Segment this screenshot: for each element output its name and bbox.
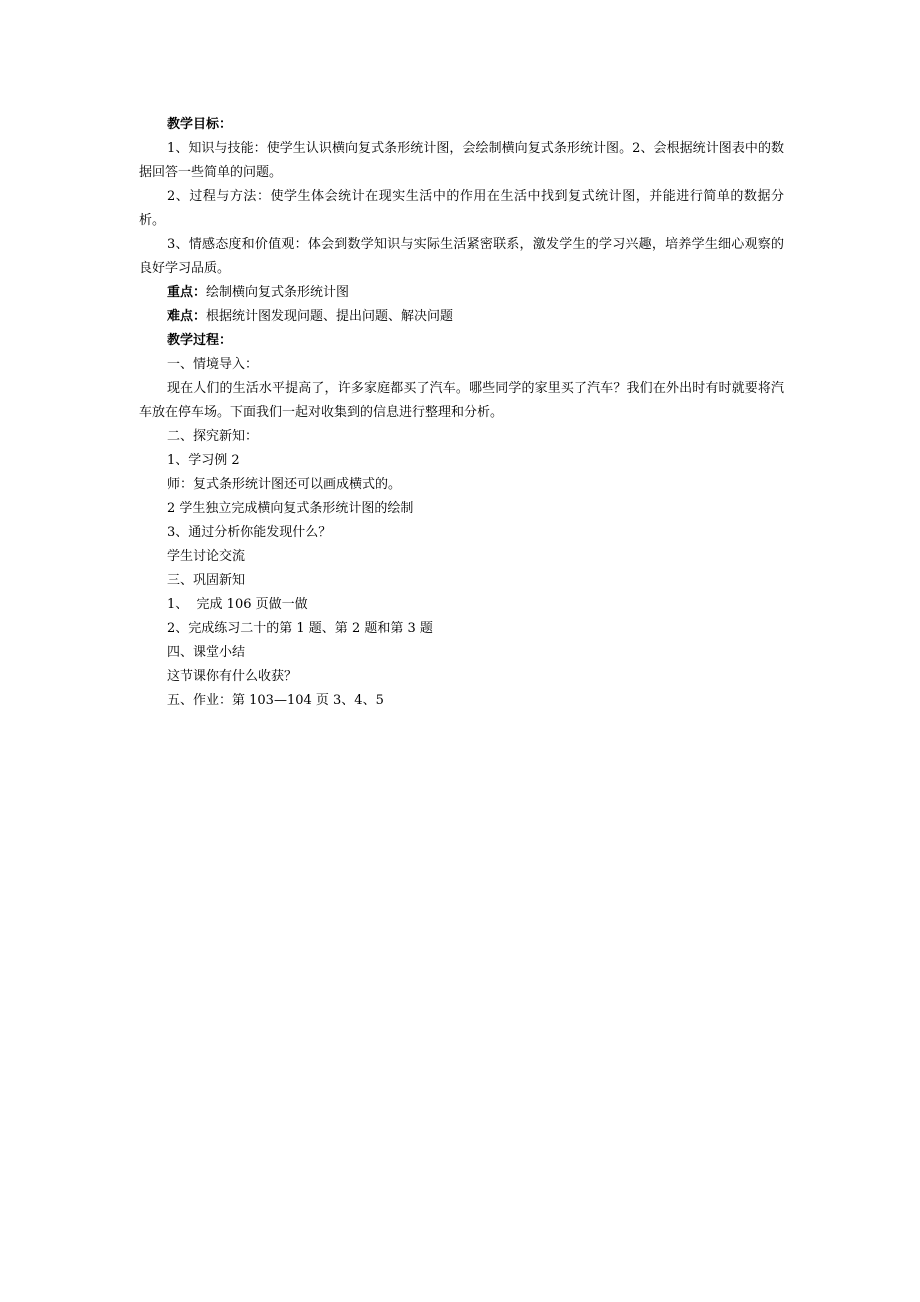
document-body xyxy=(139,113,784,713)
section-explore-heading: 二、探究新知： xyxy=(167,429,259,444)
section-summary-heading: 四、课堂小结 xyxy=(167,645,246,660)
section-homework-heading: 五、作业：第 103—104 页 3、4、5 xyxy=(167,693,384,708)
list-item: 1、 完成 106 页做一做 xyxy=(167,597,308,612)
section-consolidate-heading: 三、巩固新知 xyxy=(167,573,246,588)
key-point-text: 绘制横向复式条形统计图 xyxy=(206,285,350,300)
section-intro-heading: 一、情境导入： xyxy=(167,357,259,372)
intro-paragraph: 现在人们的生活水平提高了，许多家庭都买了汽车。哪些同学的家里买了汽车？我们在外出时有时就要将汽车放在停车场。下面我们一起对收集到的信息进行整理和分析。 xyxy=(139,381,784,420)
list-item: 师：复式条形统计图还可以画成横式的。 xyxy=(167,477,402,492)
list-item: 3、通过分析你能发现什么？ xyxy=(167,525,332,540)
list-item: 2、完成练习二十的第 1 题、第 2 题和第 3 题 xyxy=(167,621,433,636)
process-heading: 教学过程： xyxy=(167,333,233,348)
list-item: 学生讨论交流 xyxy=(167,549,246,564)
difficulty-text: 根据统计图发现问题、提出问题、解决问题 xyxy=(206,309,454,324)
list-item: 1、学习例 2 xyxy=(167,453,240,468)
difficulty xyxy=(139,305,784,329)
key-point-label: 重点： xyxy=(167,285,207,300)
list-item: 2 学生独立完成横向复式条形统计图的绘制 xyxy=(167,501,414,516)
goal-knowledge-skills: 1、知识与技能：使学生认识横向复式条形统计图，会绘制横向复式条形统计图。2、会根据统计图表中的数据回答一些简单的问题。 xyxy=(139,141,784,180)
difficulty-label: 难点： xyxy=(167,309,207,324)
goal-emotion-values: 3、情感态度和价值观：体会到数学知识与实际生活紧密联系，激发学生的学习兴趣，培养学生细心观察的良好学习品质。 xyxy=(139,237,784,276)
goals-heading: 教学目标： xyxy=(167,117,233,132)
key-point xyxy=(139,281,784,305)
goal-process-methods: 2、过程与方法：使学生体会统计在现实生活中的作用在生活中找到复式统计图，并能进行简单的数据分析。 xyxy=(139,189,784,228)
list-item: 这节课你有什么收获？ xyxy=(167,669,298,684)
